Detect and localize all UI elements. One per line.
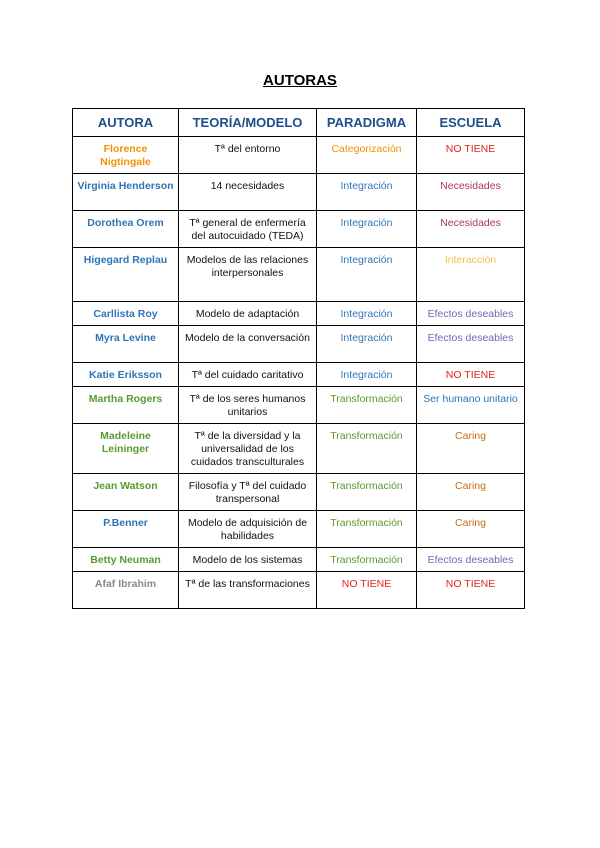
teoria-cell: Tª del cuidado caritativo	[179, 363, 317, 387]
table-row	[73, 572, 525, 609]
author-cell: Higegard Replau	[73, 248, 179, 302]
escuela-cell: NO TIENE	[417, 137, 525, 174]
paradigma-cell: Transformación	[317, 511, 417, 548]
teoria-cell: Filosofía y Tª del cuidado transpersonal	[179, 474, 317, 511]
escuela-cell: Efectos deseables	[417, 302, 525, 326]
escuela-cell: Caring	[417, 474, 525, 511]
table-row	[73, 326, 525, 363]
author-cell: Jean Watson	[73, 474, 179, 511]
table-row	[73, 387, 525, 424]
escuela-cell: Interacción	[417, 248, 525, 302]
escuela-cell: Caring	[417, 511, 525, 548]
escuela-cell: Necesidades	[417, 174, 525, 211]
table-row	[73, 211, 525, 248]
table-row	[73, 548, 525, 572]
paradigma-cell: Transformación	[317, 424, 417, 474]
table-row	[73, 424, 525, 474]
author-cell: Katie Eriksson	[73, 363, 179, 387]
teoria-cell: Tª del entorno	[179, 137, 317, 174]
table-row	[73, 174, 525, 211]
teoria-cell: Modelo de la conversación	[179, 326, 317, 363]
table-row	[73, 474, 525, 511]
paradigma-cell: Integración	[317, 326, 417, 363]
author-cell: Dorothea Orem	[73, 211, 179, 248]
author-cell: Madeleine Leininger	[73, 424, 179, 474]
paradigma-cell: Transformación	[317, 474, 417, 511]
paradigma-cell: NO TIENE	[317, 572, 417, 609]
table-row	[73, 248, 525, 302]
header-autora: AUTORA	[73, 109, 179, 137]
teoria-cell: Tª general de enfermería del autocuidado (TEDA)	[179, 211, 317, 248]
table-row	[73, 302, 525, 326]
author-cell: Myra Levine	[73, 326, 179, 363]
paradigma-cell: Integración	[317, 302, 417, 326]
escuela-cell: NO TIENE	[417, 363, 525, 387]
teoria-cell: Modelo de adaptación	[179, 302, 317, 326]
header-escuela: ESCUELA	[417, 109, 525, 137]
table-row	[73, 137, 525, 174]
table-header-row	[73, 109, 525, 137]
author-cell: Florence Nigtingale	[73, 137, 179, 174]
paradigma-cell: Integración	[317, 211, 417, 248]
teoria-cell: Modelo de los sistemas	[179, 548, 317, 572]
table-row	[73, 511, 525, 548]
escuela-cell: Efectos deseables	[417, 326, 525, 363]
page-title: AUTORAS	[263, 72, 337, 89]
paradigma-cell: Transformación	[317, 387, 417, 424]
teoria-cell: Modelos de las relaciones interpersonales	[179, 248, 317, 302]
autoras-table	[72, 108, 525, 609]
author-cell: P.Benner	[73, 511, 179, 548]
header-teoria-modelo: TEORÍA/MODELO	[179, 109, 317, 137]
escuela-cell: Ser humano unitario	[417, 387, 525, 424]
teoria-cell: 14 necesidades	[179, 174, 317, 211]
header-paradigma: PARADIGMA	[317, 109, 417, 137]
author-cell: Afaf Ibrahim	[73, 572, 179, 609]
paradigma-cell: Integración	[317, 248, 417, 302]
teoria-cell: Tª de los seres humanos unitarios	[179, 387, 317, 424]
paradigma-cell: Categorización	[317, 137, 417, 174]
escuela-cell: Caring	[417, 424, 525, 474]
escuela-cell: NO TIENE	[417, 572, 525, 609]
paradigma-cell: Integración	[317, 174, 417, 211]
table-row	[73, 363, 525, 387]
teoria-cell: Tª de la diversidad y la universalidad de los cuidados transculturales	[179, 424, 317, 474]
teoria-cell: Tª de las transformaciones	[179, 572, 317, 609]
author-cell: Betty Neuman	[73, 548, 179, 572]
author-cell: Carllista Roy	[73, 302, 179, 326]
paradigma-cell: Integración	[317, 363, 417, 387]
escuela-cell: Necesidades	[417, 211, 525, 248]
escuela-cell: Efectos deseables	[417, 548, 525, 572]
teoria-cell: Modelo de adquisición de habilidades	[179, 511, 317, 548]
paradigma-cell: Transformación	[317, 548, 417, 572]
author-cell: Virginia Henderson	[73, 174, 179, 211]
author-cell: Martha Rogers	[73, 387, 179, 424]
